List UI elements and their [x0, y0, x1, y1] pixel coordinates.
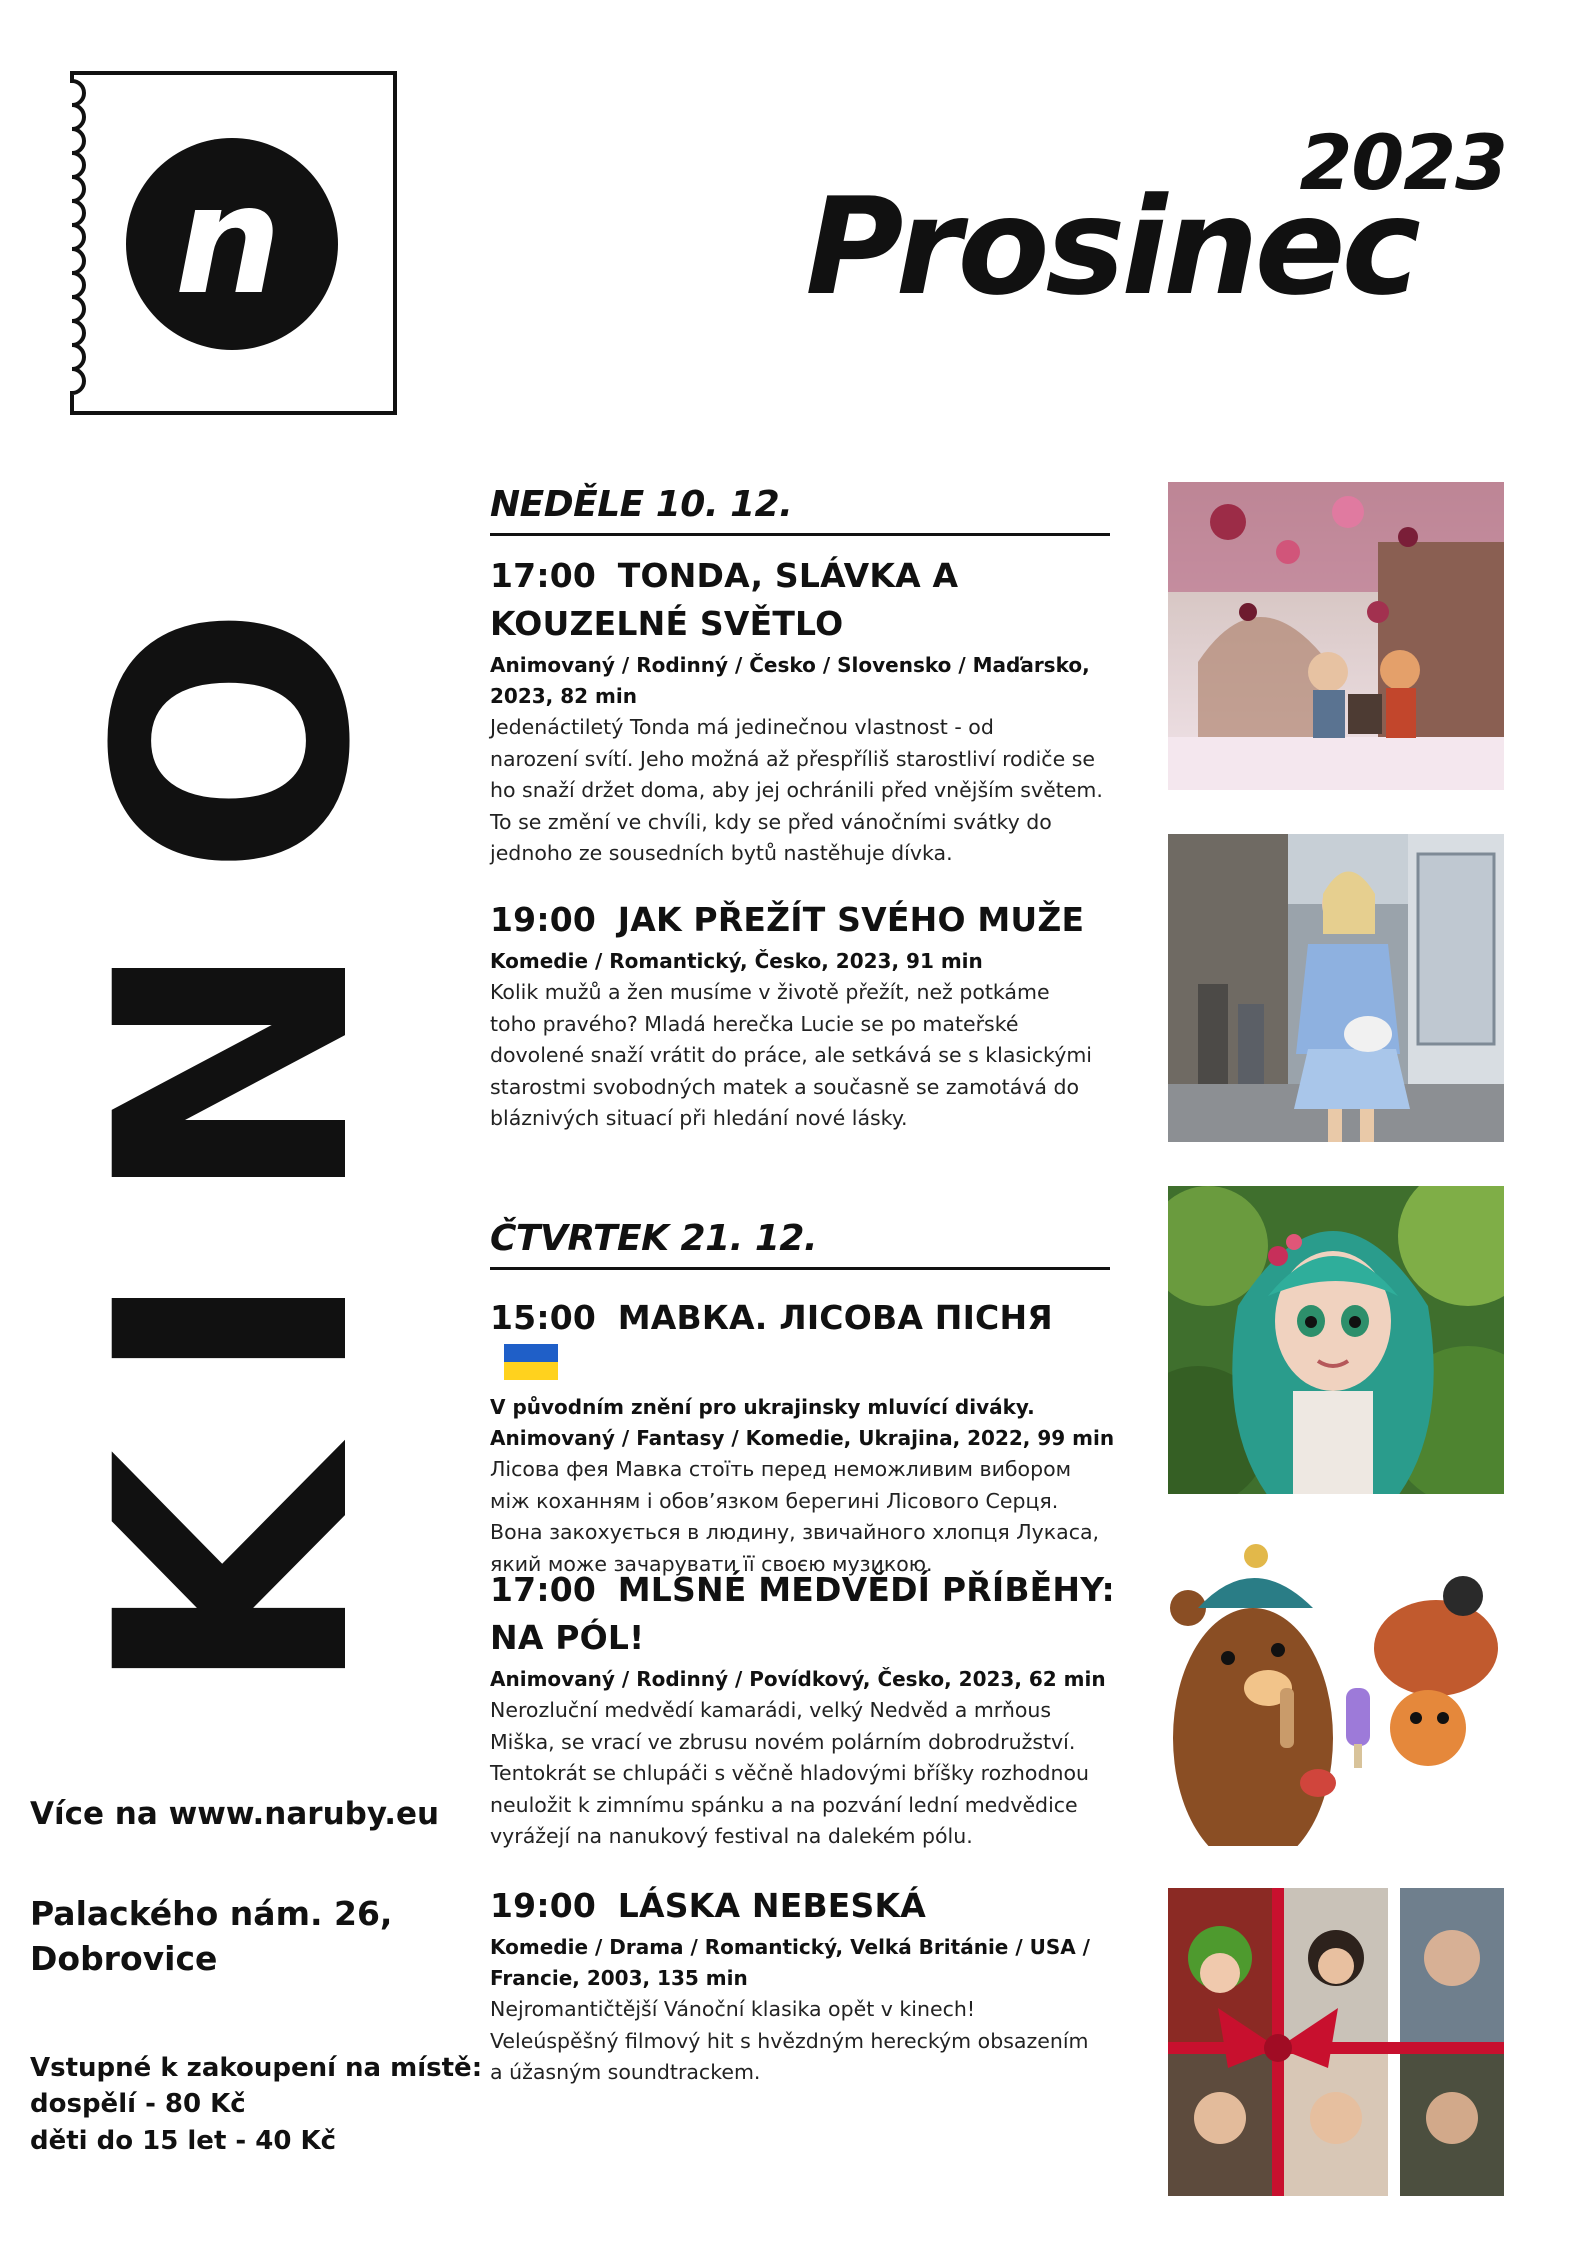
movie-title	[490, 896, 1120, 944]
movie-mavka	[490, 1294, 1120, 1580]
movie-title-line-1: TONDA, SLÁVKA A	[617, 556, 959, 595]
love-actually-collage-image	[1168, 1888, 1504, 2196]
desc-line: ho snaží držet doma, aby jej ochránili před vnějším světem.	[490, 778, 1103, 802]
movie-time: 15:00	[490, 1298, 597, 1337]
desc-line: між коханням і обов’язком берегині Лісового Серця.	[490, 1488, 1059, 1513]
desc-line: Nejromantičtější Vánoční klasika opět v kinech!	[490, 1997, 976, 2021]
movie-tonda	[490, 552, 1120, 870]
movie-title-line-1: MLSNÉ MEDVĚDÍ PŘÍBĚHY:	[617, 1570, 1115, 1609]
movie-title	[490, 1882, 1120, 1930]
desc-line: Veleúspěšný filmový hit s hvězdným hereckým obsazením	[490, 2028, 1089, 2053]
poster-mlsne-medvedi	[1168, 1538, 1504, 1846]
movie-title-line-1: МАВКА. ЛІСОВА ПІСНЯ	[617, 1298, 1053, 1337]
movie-title	[490, 1294, 1120, 1390]
day-heading-sunday: NEDĚLE 10. 12.	[490, 484, 1110, 536]
prices-title: Vstupné k zakoupení na místě:	[30, 2053, 483, 2083]
movie-description	[490, 977, 1120, 1135]
movie-time: 19:00	[490, 900, 597, 939]
movie-time: 19:00	[490, 1886, 597, 1925]
price-children: děti do 15 let - 40 Kč	[30, 2125, 337, 2156]
desc-line: neuložit k zimnímu spánku a na pozvání lední medvědice	[490, 1792, 1078, 1817]
movie-time: 17:00	[490, 556, 597, 595]
movie-description	[490, 1454, 1120, 1580]
day-heading-thursday: ČTVRTEK 21. 12.	[490, 1218, 1110, 1270]
movie-genre	[490, 1664, 1120, 1695]
movie-title	[490, 1566, 1120, 1662]
genre-line-1: Animovaný / Rodinný / Česko / Slovensko / Maďarsko,	[490, 653, 1090, 677]
address-line-2: Dobrovice	[30, 1938, 218, 1978]
desc-line: Tentokrát se chlupáči s věčně hladovými bříšky rozhodnou	[490, 1761, 1090, 1785]
woman-on-phone-street-image	[1168, 834, 1504, 1142]
desc-line: який може зачарувати її своєю музикою.	[490, 1551, 933, 1576]
ukraine-flag-icon	[504, 1344, 558, 1380]
movie-time: 17:00	[490, 1570, 597, 1609]
poster-mavka	[1168, 1186, 1504, 1494]
genre-line-2: 2023, 82 min	[490, 684, 637, 708]
kino-title: KINO	[49, 542, 421, 1698]
desc-line: bláznivých situací při hledání nové lásky.	[490, 1106, 908, 1130]
animated-children-with-lantern-image	[1168, 482, 1504, 790]
movie-title-line-2: KOUZELNÉ SVĚTLO	[490, 604, 844, 643]
logo-letter: n	[174, 154, 282, 328]
address-line-1: Palackého nám. 26,	[30, 1894, 393, 1933]
mavka-forest-fairy-image	[1168, 1186, 1504, 1494]
desc-line: toho pravého? Mladá herečka Lucie se po mateřské	[490, 1011, 1019, 1036]
movie-genre	[490, 650, 1120, 712]
desc-line: Kolik mužů a žen musíme v životě přežít, než potkáme	[490, 980, 1050, 1004]
desc-line: Вона закохується в людину, звичайного хлопця Лукаса,	[490, 1520, 1100, 1544]
desc-line: starostmi svobodných matek a současně se zamotává do	[490, 1074, 1080, 1099]
cartoon-bears-with-icecream-image	[1168, 1538, 1504, 1846]
website-link[interactable]: Více na www.naruby.eu	[30, 1796, 440, 1832]
movie-genre	[490, 946, 1120, 977]
kino-banner	[0, 450, 470, 1790]
movie-title-line-1: LÁSKA NEBESKÁ	[617, 1886, 927, 1925]
genre-line-1: Animovaný / Rodinný / Povídkový, Česko, 2023, 62 min	[490, 1667, 1106, 1691]
movie-jak-prezit	[490, 896, 1120, 1135]
stamp-logo-icon	[52, 68, 400, 418]
movie-genre	[490, 1392, 1120, 1454]
genre-line-2: Francie, 2003, 135 min	[490, 1966, 748, 1990]
price-adults: dospělí - 80 Kč	[30, 2089, 246, 2120]
movie-description	[490, 712, 1120, 870]
movie-title-line-1: JAK PŘEŽÍT SVÉHO MUŽE	[617, 900, 1085, 939]
prices	[30, 2050, 482, 2159]
desc-line: narození svítí. Jeho možná až přespříliš starostliví rodiče se	[490, 746, 1096, 771]
genre-line-1: V původním znění pro ukrajinsky mluvící diváky.	[490, 1395, 1035, 1419]
cinema-logo	[52, 68, 400, 418]
movie-description	[490, 1695, 1120, 1853]
address	[30, 1892, 392, 1981]
desc-line: jednoho ze sousedních bytů nastěhuje dívka.	[490, 841, 953, 865]
poster-jak-prezit	[1168, 834, 1504, 1142]
desc-line: vyrážejí na nanukový festival na dalekém pólu.	[490, 1824, 973, 1848]
movie-title	[490, 552, 1120, 648]
movie-mlsne-medvedi	[490, 1566, 1120, 1853]
genre-line-2: Animovaný / Fantasy / Komedie, Ukrajina, 2022, 99 min	[490, 1426, 1115, 1450]
movie-title-line-2: NA PÓL!	[490, 1618, 645, 1657]
header-month: Prosinec	[805, 169, 1417, 325]
desc-line: Nerozluční medvědí kamarádi, velký Nedvěd a mrňous	[490, 1698, 1052, 1722]
desc-line: Jedenáctiletý Tonda má jedinečnou vlastnost - od	[490, 715, 994, 739]
desc-line: dovolené snaží vrátit do práce, ale setkává se s klasickými	[490, 1043, 1092, 1067]
movie-description	[490, 1994, 1120, 2089]
poster-tonda	[1168, 482, 1504, 790]
movie-laska-nebeska	[490, 1882, 1120, 2089]
genre-line-1: Komedie / Romantický, Česko, 2023, 91 min	[490, 949, 983, 973]
desc-line: a úžasným soundtrackem.	[490, 2060, 761, 2084]
poster-laska-nebeska	[1168, 1888, 1504, 2196]
genre-line-1: Komedie / Drama / Romantický, Velká Británie / USA /	[490, 1935, 1090, 1959]
movie-genre	[490, 1932, 1120, 1994]
header-year: 2023	[1299, 118, 1507, 207]
desc-line: Miška, se vrací ve zbrusu novém polárním dobrodružství.	[490, 1729, 1076, 1754]
desc-line: Лісова фея Мавка стоїть перед неможливим вибором	[490, 1457, 1072, 1481]
desc-line: To se změní ve chvíli, kdy se před vánočními svátky do	[490, 809, 1052, 834]
